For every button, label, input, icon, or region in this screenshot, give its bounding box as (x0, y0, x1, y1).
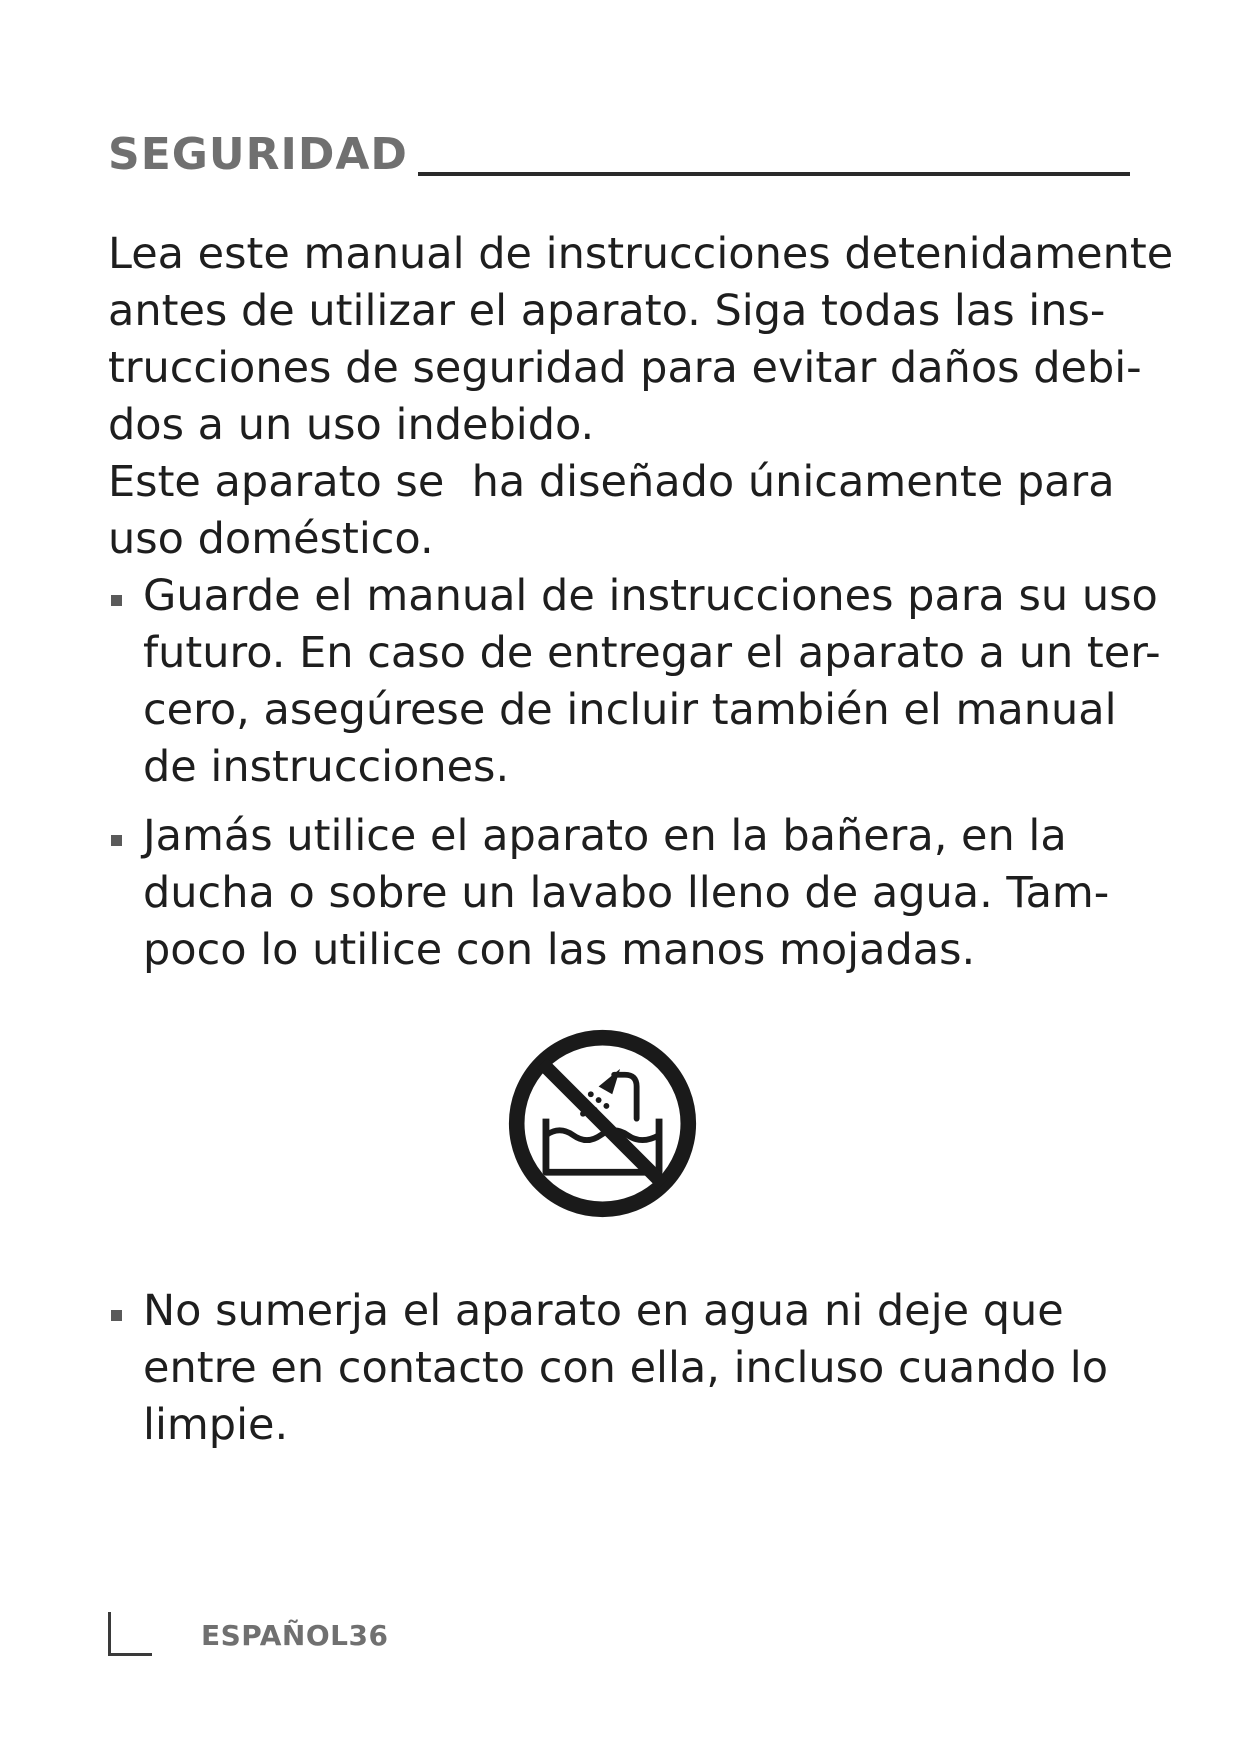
bullet-text (143, 808, 1109, 979)
intro-line: dos a un uso indebido. (108, 400, 595, 450)
intro-line: antes de utilizar el aparato. Siga todas las ins- (108, 286, 1106, 336)
footer-label (201, 1619, 388, 1652)
square-bullet-icon (111, 1310, 122, 1321)
square-bullet-icon (111, 595, 122, 606)
bullet-text (143, 1283, 1108, 1454)
section-title: SEGURIDAD (108, 129, 408, 180)
intro-paragraph (108, 226, 1174, 568)
bullet-line: de instrucciones. (143, 742, 510, 792)
intro-line: Lea este manual de instrucciones detenidamente (108, 229, 1174, 279)
bullet-line: Jamás utilice el aparato en la bañera, en la (143, 811, 1067, 861)
intro-line: Este aparato se ha diseñado únicamente para (108, 457, 1115, 507)
bullet-line: futuro. En caso de entregar el aparato a un ter- (143, 628, 1161, 678)
bullet-line: limpie. (143, 1400, 289, 1450)
bullet-line: poco lo utilice con las manos mojadas. (143, 925, 976, 975)
page-number: 36 (348, 1619, 389, 1652)
heading-rule (418, 172, 1130, 176)
bullet-line: ducha o sobre un lavabo lleno de agua. Tam- (143, 868, 1110, 918)
bullet-line: entre en contacto con ella, incluso cuando lo (143, 1343, 1109, 1393)
footer-language: ESPAÑOL (201, 1619, 349, 1652)
bullet-line: Guarde el manual de instrucciones para su uso (143, 571, 1158, 621)
no-bathtub-shower-icon (505, 1026, 700, 1221)
bullet-text (143, 568, 1161, 796)
page-corner-mark-icon (108, 1612, 152, 1656)
intro-line: uso doméstico. (108, 514, 434, 564)
square-bullet-icon (111, 835, 122, 846)
bullet-line: No sumerja el aparato en agua ni deje que (143, 1286, 1064, 1336)
bullet-line: cero, asegúrese de incluir también el manual (143, 685, 1117, 735)
intro-line: trucciones de seguridad para evitar daños debi- (108, 343, 1142, 393)
